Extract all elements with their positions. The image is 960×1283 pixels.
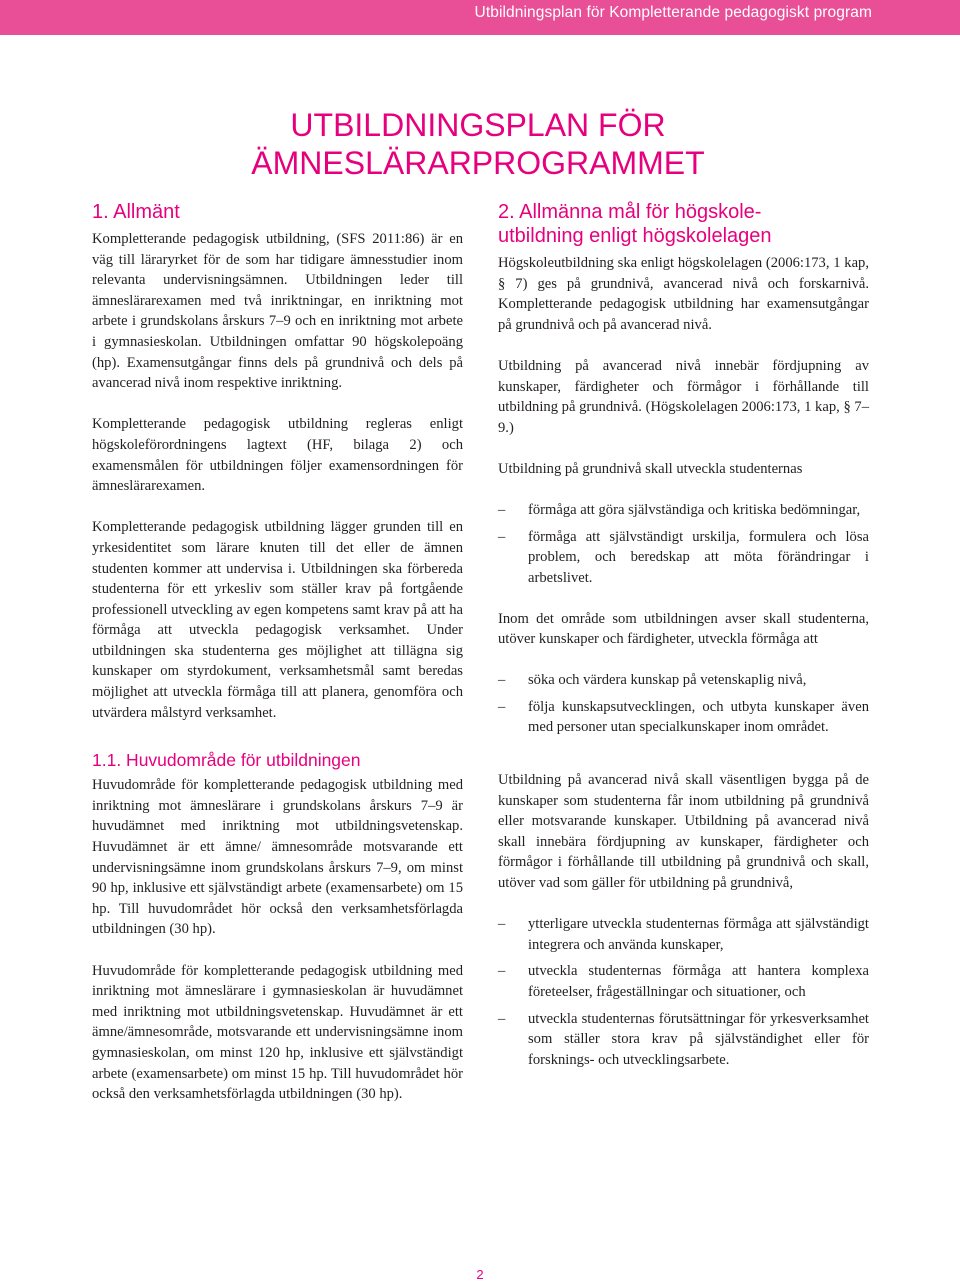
dash-icon: – (498, 672, 506, 689)
list-item-text: förmåga att göra självständiga och kritiska bedömningar, (528, 502, 861, 519)
dash-icon: – (498, 528, 506, 545)
bullet-list (498, 500, 869, 588)
section-heading-allmant: 1. Allmänt (92, 201, 180, 223)
bullet-list (498, 914, 869, 1070)
paragraph: Högskoleutbildning ska enligt högskolelagen (2006:173, 1 kap, § 7) ges på grundnivå, avancerad nivå och forskarnivå. Kompletterande pedagogisk utbildning har examensutgångar på grundnivå och på avancerad nivå. (498, 255, 869, 333)
section-heading-allmanna-mal (498, 200, 869, 248)
document-title (248, 106, 708, 182)
paragraph: Utbildning på avancerad nivå innebär fördjupning av kunskaper, färdigheter och förmågor i förhållande till utbildning på grundnivå. (Högskolelagen 2006:173, 1 kap, § 7–9.) (498, 357, 869, 436)
bullet-list (498, 670, 869, 738)
paragraph: Utbildning på grundnivå skall utveckla studenternas (498, 460, 803, 477)
dash-icon: – (498, 1010, 506, 1027)
paragraph: Kompletterande pedagogisk utbildning, (SFS 2011:86) är en väg till läraryrket för de som har tidigare ämnesstudier inom relevanta undervisningsämnen. Utbildningen leder till ämneslärarexamen med två inriktningar, en inriktning mot arbete i grundskolans årskurs 7–9 och en inriktning mot arbete i gymnasieskolan. Utbildningen omfattar 90 högskolepoäng (hp). Examensutgångar finns dels på grundnivå och dels på avancerad nivå inom respektive inriktning. (92, 231, 463, 392)
header-banner (0, 0, 960, 35)
document-title-line1: UTBILDNINGSPLAN FÖR (290, 107, 666, 143)
paragraph: Huvudområde för kompletterande pedagogisk utbildning med inriktning mot ämneslärare i grundskolans årskurs 7–9 är huvudämnet med inriktning mot utbildningsvetenskap. Huvudämnet är ett ämne/ ämnesområde motsvarande ett undervisningsämne inom grundskolans årskurs 7–9, om minst 90 hp, inklusive ett självständigt arbete (examensarbete) om 15 hp. Till huvudområdet hör också den verksamhetsförlagda utbildningen (30 hp). (92, 777, 463, 938)
paragraph: Kompletterande pedagogisk utbildning regleras enligt högskoleförordningens lagtext (HF, bilaga 2) och examensmålen för utbildningen följer examensordningen för ämneslärarexamen. (92, 416, 463, 495)
list-item-text: förmåga att självständigt urskilja, formulera och lösa problem, och beredskap att möta förändringar i arbetslivet. (528, 528, 869, 586)
dash-icon: – (498, 698, 506, 715)
dash-icon: – (498, 916, 506, 933)
list-item (498, 697, 869, 738)
paragraph: Utbildning på avancerad nivå skall väsentligen bygga på de kunskaper som studenterna får inom utbildning på grundnivå eller motsvarande kunskaper. Utbildning på avancerad nivå skall innebära fördjupning av kunskaper, färdigheter och förmågor i förhållande till utbildning på grundnivå och skall, utöver vad som gäller för utbildning på grundnivå, (498, 772, 869, 892)
paragraph: Inom det område som utbildningen avser skall studenterna, utöver kunskaper och färdigheter, utveckla förmåga att (498, 610, 869, 648)
section-heading-line2: utbildning enligt högskolelagen (498, 225, 772, 247)
dash-icon: – (498, 963, 506, 980)
list-item-text: utveckla studenternas förutsättningar för yrkesverksamhet som ställer stora krav på självständighet eller för forsknings- och utvecklingsarbete. (528, 1010, 869, 1068)
list-item (498, 961, 869, 1002)
section-heading-huvudomrade: 1.1. Huvudområde för utbildningen (92, 750, 361, 771)
dash-icon: – (498, 502, 506, 519)
list-item (498, 500, 869, 521)
left-column (92, 200, 463, 1105)
list-item-text: följa kunskapsutvecklingen, och utbyta kunskaper även med personer utan specialkunskaper inom området. (528, 698, 869, 736)
page-number: 2 (476, 1267, 484, 1282)
list-item-text: utveckla studenternas förmåga att hantera komplexa företeelser, frågeställningar och situationer, och (528, 963, 869, 1000)
header-banner-text: Utbildningsplan för Kompletterande pedagogiskt program (474, 4, 872, 21)
list-item-text: ytterligare utveckla studenternas förmåga att självständigt integrera och använda kunskaper, (528, 916, 869, 953)
paragraph: Kompletterande pedagogisk utbildning lägger grunden till en yrkesidentitet som lärare knuten till det eller de ämnen studenten kommer att undervisa i. Utbildningen ska förbereda studenterna för ett yrkesliv som ställer krav på fortgående professionell utveckling av egen kompetens samt krav på att ha förmåga att utveckla pedagogisk verksamhet. Under utbildningen ska studenterna ges möjlighet att tillägna sig kunskaper om styrdokument, verksamhetsmål samt beredas möjlighet att utveckla förmåga till att planera, genomföra och utvärdera målstyrd verksamhet. (92, 519, 463, 721)
document-title-line2: ÄMNESLÄRARPROGRAMMET (251, 145, 705, 181)
list-item (498, 1009, 869, 1071)
list-item (498, 527, 869, 589)
section-heading-line1: 2. Allmänna mål för högskole- (498, 201, 762, 223)
right-column (498, 200, 869, 1076)
list-item-text: söka och värdera kunskap på vetenskaplig nivå, (528, 672, 807, 689)
list-item (498, 670, 869, 691)
list-item (498, 914, 869, 955)
paragraph: Huvudområde för kompletterande pedagogisk utbildning med inriktning mot ämneslärare i gymnasieskolan är huvudämnet med inriktning mot utbildningsvetenskap. Huvudämnet är ett ämne/ämnesområde, motsvarande ett undervisningsämne inom gymnasieskolan, om minst 120 hp, inklusive ett självständigt arbete (examensarbete) om minst 15 hp. Till huvudområdet hör också den verksamhetsförlagda utbildningen (30 hp). (92, 962, 463, 1103)
